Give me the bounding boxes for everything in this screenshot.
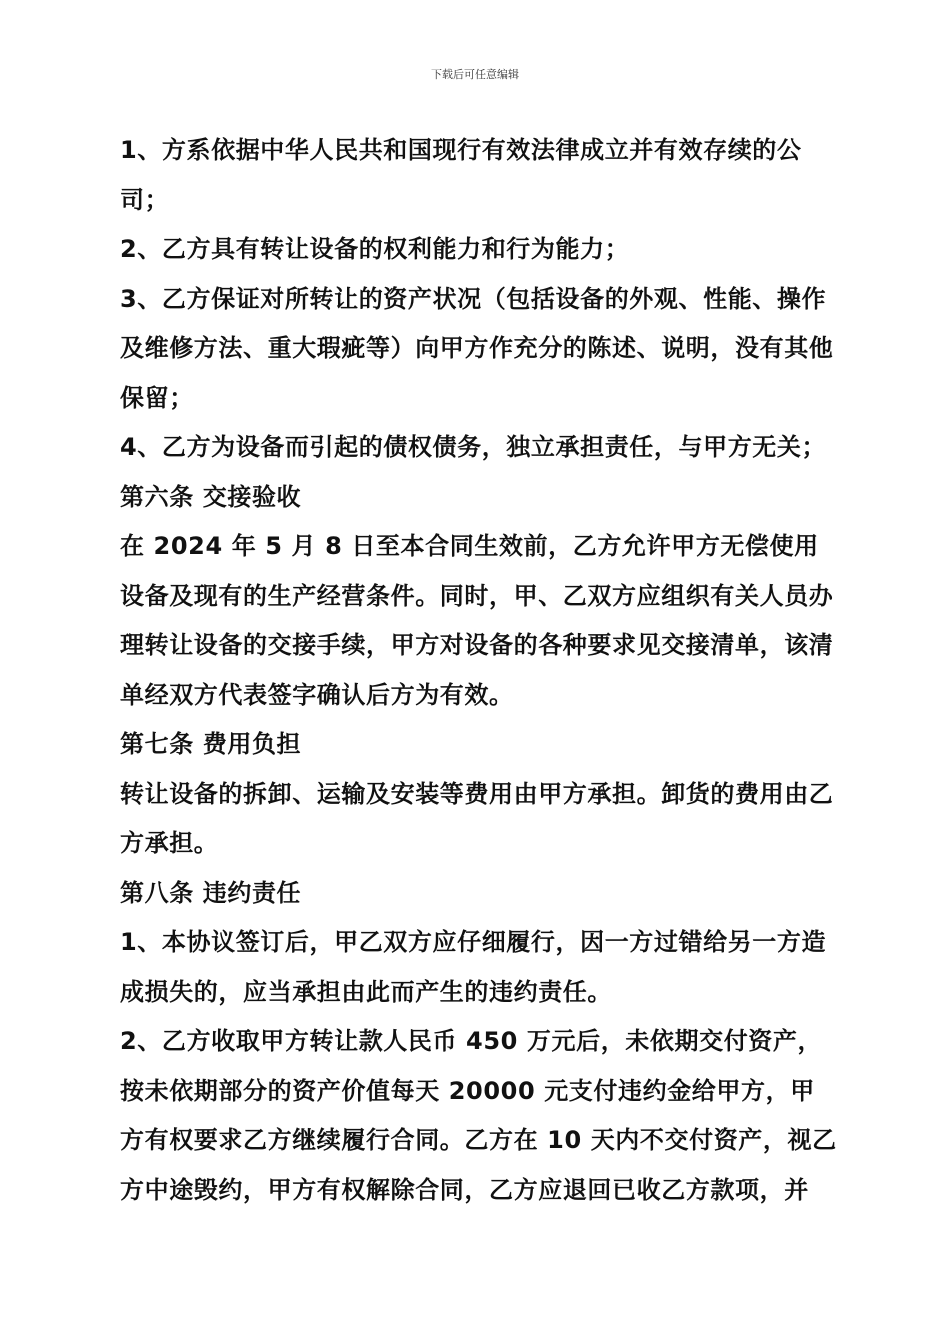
page-header: 下载后可任意编辑 bbox=[431, 68, 519, 81]
document-body bbox=[113, 126, 839, 1215]
article-6-heading: 第六条 交接验收 bbox=[120, 482, 302, 511]
article-8-clause-1-paragraph: 1、本协议签订后，甲乙双方应仔细履行，因一方过错给另一方造成损失的，应当承担由此而产生的违约责任。 bbox=[120, 928, 827, 1006]
clause-3-paragraph: 3、乙方保证对所转让的资产状况（包括设备的外观、性能、操作及维修方法、重大瑕疵等）向甲方作充分的陈述、说明，没有其他保留； bbox=[120, 284, 834, 412]
article-8-heading: 第八条 违约责任 bbox=[120, 878, 302, 907]
clause-2-paragraph: 2、乙方具有转让设备的权利能力和行为能力； bbox=[120, 235, 630, 263]
article-7-heading: 第七条 费用负担 bbox=[120, 730, 302, 758]
article-8-clause-2-paragraph: 2、乙方收取甲方转让款人民币 450 万元后，未依期交付资产，按未依期部分的资产价值每天 20000 元支付违约金给甲方，甲方有权要求乙方继续履行合同。乙方在 10 天内不交付资产，视乙方中途毁约，甲方有权解除合同，乙方应退回已收乙方款项，并 bbox=[120, 1027, 837, 1204]
clause-1-paragraph: 1、方系依据中华人民共和国现行有效法律成立并有效存续的公司； bbox=[120, 136, 802, 214]
article-7-paragraph: 转让设备的拆卸、运输及安装等费用由甲方承担。卸货的费用由乙方承担。 bbox=[120, 779, 834, 857]
clause-4-paragraph: 4、乙方为设备而引起的债权债务，独立承担责任，与甲方无关； bbox=[120, 433, 827, 461]
article-6-paragraph: 在 2024 年 5 月 8 日至本合同生效前，乙方允许甲方无偿使用设备及现有的生产经营条件。同时，甲、乙双方应组织有关人员办理转让设备的交接手续，甲方对设备的各种要求见交接清单，该清单经双方代表签字确认后方为有效。 bbox=[120, 532, 834, 709]
